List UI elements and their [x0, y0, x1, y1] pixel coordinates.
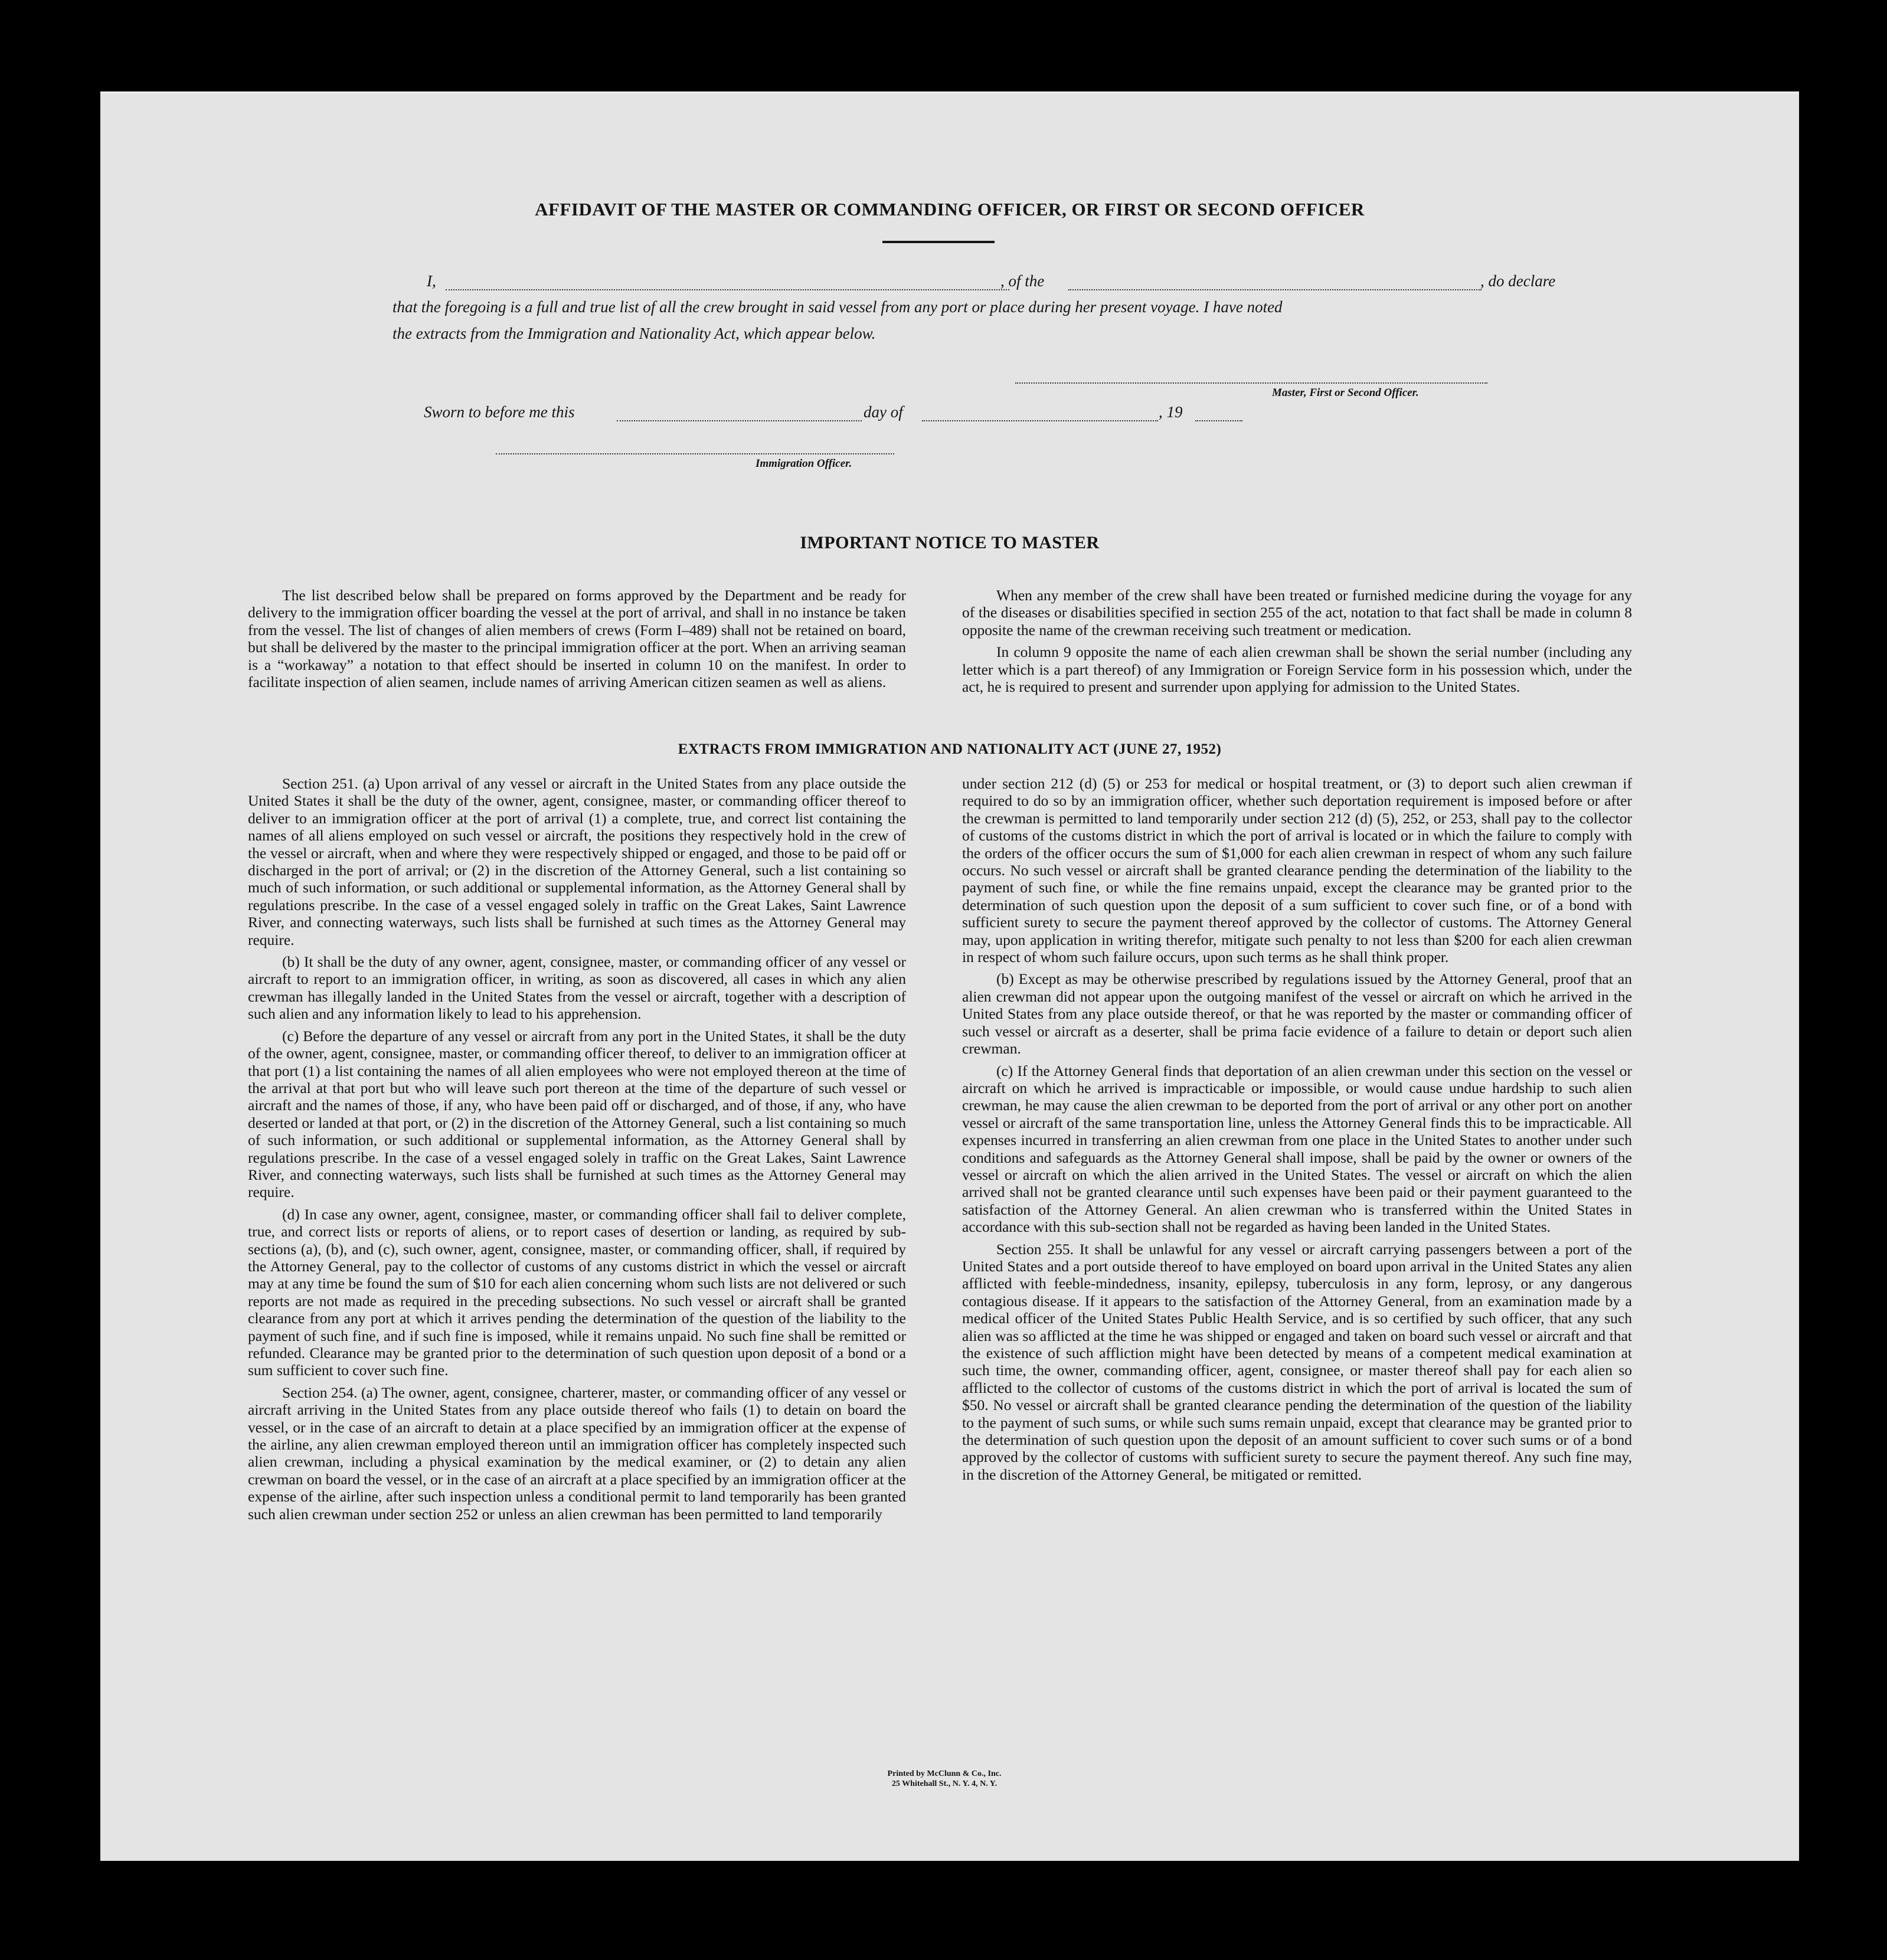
extracts-left-column [248, 775, 906, 1527]
affidavit-line1-suffix: , do declare [1480, 272, 1556, 290]
notice-right-paragraph-1: When any member of the crew shall have been treated or furnished medicine during the voyage for any of the diseases or disabilities specified in section 255 of the act, notation to that fact shall be made in column 8 opposite the name of the crewman receiving such treatment or medication. [962, 587, 1632, 639]
sworn-month-field[interactable] [922, 420, 1158, 421]
extracts-right-column [962, 775, 1632, 1488]
printer-imprint [797, 1769, 1092, 1789]
section-251c: (c) Before the departure of any vessel or aircraft from any port in the United States, it shall be the duty of the owner, agent, consignee, master, or commanding officer thereof, to deliver to an immigration officer at that port (1) a list containing the names of all alien employees who were not employed thereon at the time of the arrival at that port but who will leave such port thereon at the time of the departure of such vessel or aircraft and the names of those, if any, who have been paid off or discharged, and of those, if any, who have deserted or landed at that port, or (2) in the discretion of the Attorney General, such a list containing so much of such information, or such additional or supplemental information, as the Attorney General shall by regulations prescribe. In the case of a vessel engaged solely in traffic on the Great Lakes, Saint Lawrence River, and connecting waterways, such lists shall be furnished at such times as the Attorney General may require. [248, 1027, 906, 1201]
section-251b: (b) It shall be the duty of any owner, agent, consignee, master, or commanding officer of any vessel or aircraft to report to an immigration officer, in writing, as soon as discovered, all cases in which any alien crewman has illegally landed in the United States from the vessel or aircraft, together with a description of such alien and any information likely to lead to his apprehension. [248, 953, 906, 1023]
page-top-edge [100, 91, 1799, 93]
notice-left-column [248, 587, 906, 695]
name-blank-field[interactable] [446, 289, 1009, 290]
section-254b: (b) Except as may be otherwise prescribed by regulations issued by the Attorney General, proof that an alien crewman did not appear upon the outgoing manifest of the vessel or aircraft on which he arrived in the United States from any place outside thereof, or that he was reported by the master or commanding officer of such vessel or aircraft as a deserter, shall be prima facie evidence of a failure to detain or deport such alien crewman. [962, 970, 1632, 1058]
affidavit-line1-middle: , of the [1000, 272, 1045, 290]
section-251a: Section 251. (a) Upon arrival of any vessel or aircraft in the United States from any place outside the United States it shall be the duty of the owner, agent, consignee, master, or commanding officer thereof to deliver to an immigration officer at the port of arrival (1) a complete, true, and correct list containing the names of all aliens employed on such vessel or aircraft, the positions they respectively hold in the crew of the vessel or aircraft, when and where they were respectively shipped or engaged, and those to be paid off or discharged in the port of arrival; or (2) in the discretion of the Attorney General, such a list containing so much of such information, or such additional or supplemental information, as the Attorney General shall by regulations prescribe. In the case of a vessel engaged solely in traffic on the Great Lakes, Saint Lawrence River, and connecting waterways, such lists shall be furnished at such times as the Attorney General may require. [248, 775, 906, 948]
vessel-blank-field[interactable] [1068, 289, 1482, 290]
notice-title: IMPORTANT NOTICE TO MASTER [800, 533, 1100, 552]
master-signature-field[interactable] [1015, 382, 1487, 384]
sworn-day-label: day of [864, 403, 903, 421]
document-page [100, 91, 1799, 1861]
affidavit-line3: the extracts from the Immigration and Nationality Act, which appear below. [393, 325, 876, 342]
immigration-officer-signature-field[interactable] [496, 453, 894, 454]
sworn-year-field[interactable] [1195, 420, 1242, 421]
affidavit-line1-prefix: I, [427, 272, 436, 290]
sworn-day-field[interactable] [617, 420, 862, 421]
notice-right-column [962, 587, 1632, 700]
extracts-title: EXTRACTS FROM IMMIGRATION AND NATIONALITY ACT (JUNE 27, 1952) [678, 741, 1222, 757]
master-signature-label: Master, First or Second Officer. [1272, 387, 1419, 399]
section-255: Section 255. It shall be unlawful for any vessel or aircraft carrying passengers between a port of the United States and a port outside thereof to have employed on board upon arrival in the United States any alien afflicted with feeble-mindedness, insanity, epilepsy, tuberculosis in any form, leprosy, or any dangerous contagious disease. If it appears to the satisfaction of the Attorney General, from an examination made by a medical officer of the United States Public Health Service, and is so certified by such officer, that any such alien was so afflicted at the time he was shipped or engaged and taken on board such vessel or aircraft and that the existence of such affliction might have been detected by means of a competent medical examination at such time, the owner, commanding officer, agent, consignee, or master thereof shall pay for each alien so afflicted to the collector of customs of the customs district in which the port of arrival is located the sum of $50. No vessel or aircraft shall be granted clearance pending the determination of the question of the liability to the payment of such sums, or while such sums remain unpaid, except that clearance may be granted prior to the determination of such question upon the deposit of an amount sufficient to cover such sums or of a bond approved by the collector of customs with sufficient surety to secure the payment thereof. Any such fine may, in the discretion of the Attorney General, be mitigated or remitted. [962, 1240, 1632, 1483]
notice-right-paragraph-2: In column 9 opposite the name of each alien crewman shall be shown the serial number (including any letter which is a part thereof) of any Immigration or Foreign Service form in his possession which, under the act, he is required to present and surrender upon applying for admission to the United States. [962, 643, 1632, 696]
affidavit-line2: that the foregoing is a full and true list of all the crew brought in said vessel from any port or place during her present voyage. I have noted [393, 298, 1283, 316]
section-251d: (d) In case any owner, agent, consignee, master, or commanding officer shall fail to deliver complete, true, and correct lists or reports of aliens, or to report cases of desertion or landing, as required by sub-sections (a), (b), and (c), such owner, agent, consignee, master, or commanding officer, shall, if required by the Attorney General, pay to the collector of customs of any customs district in which the vessel or aircraft may at any time be found the sum of $10 for each alien concerning whom such lists are not delivered or such reports are not made as required in the preceding subsections. No such vessel or aircraft shall be granted clearance from any port at which it arrives pending the determination of the question of the liability to the payment of such fine, and if such fine is imposed, while it remains unpaid. No such fine shall be remitted or refunded. Clearance may be granted prior to the determination of such question upon deposit of a bond or a sum sufficient to cover such fine. [248, 1205, 906, 1379]
notice-left-paragraph: The list described below shall be prepared on forms approved by the Department and be ready for delivery to the immigration officer boarding the vessel at the port of arrival, and shall in no instance be taken from the vessel. The list of changes of alien members of crews (Form I–489) shall not be retained on board, but shall be delivered by the master to the principal immigration officer at the port. When an arriving seaman is a “workaway” a notation to that effect should be inserted in column 10 on the manifest. In order to facilitate inspection of alien seamen, include names of arriving American citizen seamen as well as aliens. [248, 587, 906, 691]
affidavit-title: AFFIDAVIT OF THE MASTER OR COMMANDING OFFICER, OR FIRST OR SECOND OFFICER [535, 199, 1365, 220]
section-254a: Section 254. (a) The owner, agent, consignee, charterer, master, or commanding officer of any vessel or aircraft arriving in the United States from any place outside thereof who fails (1) to detain on board the vessel, or in the case of an aircraft to detain at a place specified by an immigration officer at the expense of the airline, any alien crewman employed thereon until an immigration officer has completely inspected such alien crewman, including a physical examination by the medical examiner, or (2) to detain any alien crewman on board the vessel, or in the case of an aircraft at a place specified by an immigration officer at the expense of the airline, after such inspection unless a conditional permit to land temporarily has been granted such alien crewman under section 252 or unless an alien crewman has been permitted to land temporarily [248, 1383, 906, 1523]
printer-line-1: Printed by McClunn & Co., Inc. [887, 1769, 1002, 1778]
section-254c: (c) If the Attorney General finds that deportation of an alien crewman under this section on the vessel or aircraft on which he arrived is impracticable or impossible, or would cause undue hardship to such alien crewman, he may cause the alien crewman to be deported from the port of arrival or any other port on another vessel or aircraft of the same transportation line, unless the Attorney General finds this to be impracticable. All expenses incurred in transferring an alien crewman from one place in the United States to another under such conditions and safeguards as the Attorney General shall impose, shall be paid by the owner or owners of the vessel or aircraft on which the alien arrived in the United States. The vessel or aircraft on which the alien arrived shall not be granted clearance until such expenses have been paid or their payment guaranteed to the satisfaction of the Attorney General. An alien crewman who is transferred within the United States in accordance with this sub-section shall not be regarded as having been landed in the United States. [962, 1062, 1632, 1236]
immigration-officer-label: Immigration Officer. [756, 457, 852, 470]
sworn-prefix: Sworn to before me this [424, 403, 575, 421]
title-underline [882, 241, 995, 243]
sworn-year-label: , 19 [1159, 403, 1183, 421]
section-254a-continued: under section 212 (d) (5) or 253 for medical or hospital treatment, or (3) to deport such alien crewman if required to do so by an immigration officer, whether such deportation requirement is imposed before or after the crewman is permitted to land temporarily under section 212 (d) (5), 252, or 253, shall pay to the collector of customs of the customs district in which the port of arrival is located or in which the failure to comply with the orders of the officer occurs the sum of $1,000 for each alien crewman in respect of whom any such failure occurs. No such vessel or aircraft shall be granted clearance pending the determination of the liability to the payment of such fine, or while the fine remains unpaid, except the clearance may be granted prior to the determination of such question upon the deposit of a sum sufficient to cover such fine, or of a bond with sufficient surety to secure the payment thereof approved by the collector of customs. The Attorney General may, upon application in writing therefor, mitigate such penalty to not less than $200 for each alien crewman in respect of whom such failure occurs, upon such terms as he shall think proper. [962, 775, 1632, 966]
printer-line-2: 25 Whitehall St., N. Y. 4, N. Y. [891, 1779, 998, 1788]
